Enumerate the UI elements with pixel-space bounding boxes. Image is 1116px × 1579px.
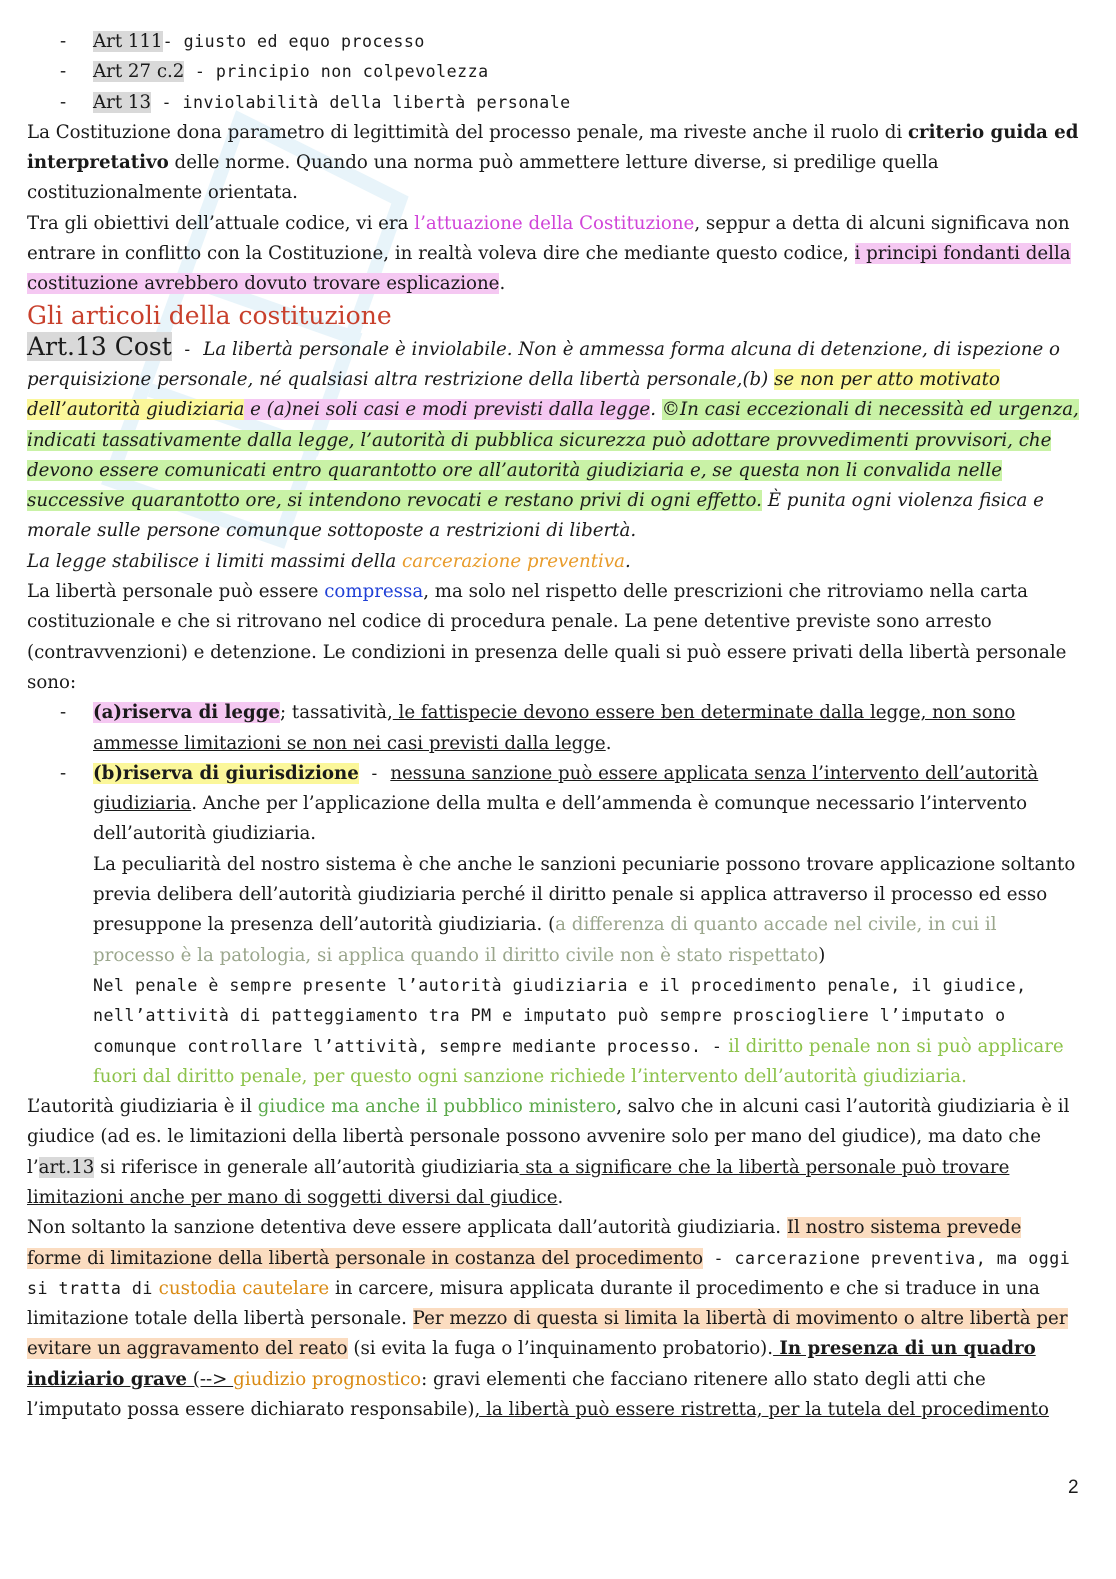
section-title: Gli articoli della costituzione: [27, 300, 392, 330]
peculiarity-paragraph: La peculiarità del nostro sistema è che anche le sanzioni pecuniarie possono trovare applicazione soltanto previa delibera dell’autorità giudiziaria perché il diritto penale si applica attraverso il processo ed esso presuppone la presenza dell’autorità giudiziaria. (a differenza di quanto accade nel civile, in cui il processo è la patologia, si applica quando il diritto civile non è stato rispettato): [93, 853, 1076, 966]
art13-quote-end: La legge stabilisce i limiti massimi della carcerazione preventiva.: [27, 550, 631, 572]
articles-list: [27, 27, 1079, 118]
page-number: 2: [1068, 1477, 1079, 1498]
paragraph-liberta: La libertà personale può essere compressa, ma solo nel rispetto delle prescrizioni che ritroviamo nella carta costituzionale e che si ritrovano nel codice di procedura penale. La pene detentive previste sono arresto (contravvenzioni) e detenzione. Le condizioni in presenza delle quali si può essere privati della libertà personale sono:: [27, 581, 1067, 693]
paragraph-custodia: Non soltanto la sanzione detentiva deve essere applicata dall’autorità giudiziaria. Il nostro sistema prevede forme di limitazione della libertà personale in costanza del procedimento - carcerazione preventiva, ma oggi si tratta di custodia cautelare in carcere, misura applicata durante il procedimento e che si traduce in una limitazione totale della libertà personale. Per mezzo di questa si limita la libertà di movimento o altre libertà per evitare un aggravamento del reato (si evita la fuga o l’inquinamento probatorio). In presenza di un quadro indiziario grave (--> giudizio prognostico: gravi elementi che facciano ritenere allo stato degli atti che l’imputato possa essere dichiarato responsabile), la libertà può essere ristretta, per la tutela del procedimento: [27, 1217, 1071, 1421]
list-item: - Art 111- giusto ed equo processo: [27, 27, 1079, 57]
list-item-riserva-legge: - (a)riserva di legge; tassatività, le fattispecie devono essere ben determinate dalla legge, non sono ammesse limitazioni se non nei casi previsti dalla legge.: [27, 698, 1079, 759]
document-body: [27, 27, 1079, 1425]
paragraph-costituzione: La Costituzione dona parametro di legittimità del processo penale, ma riveste anche il ruolo di criterio guida ed interpretativo delle norme. Quando una norma può ammettere letture diverse, si predilige quella costituzionalmente orientata.: [27, 121, 1079, 204]
list-item-riserva-giurisdizione: - (b)riserva di giurisdizione - nessuna sanzione può essere applicata senza l’intervento dell’autorità giudiziaria. Anche per l’applicazione della multa e dell’ammenda è comunque necessario l’intervento dell’autorità giudiziaria. La peculiarità del nostro sistema è che anche le sanzioni pecuniarie possono trovare applicazione soltanto previa delibera dell’autorità giudiziaria perché il diritto penale si applica attraverso il processo ed esso presuppone la presenza dell’autorità giudiziaria. (a differenza di quanto accade nel civile, in cui il processo è la patologia, si applica quando il diritto civile non è stato rispettato) Nel penale è sempre presente l’autorità giudiziaria e il procedimento penale, il giudice, nell’attività di patteggiamento tra PM e imputato può sempre prosciogliere l’imputato o comunque controllare l’attività, sempre mediante processo. - il diritto penale non si può applicare fuori dal diritto penale, per questo ogni sanzione richiede l’intervento dell’autorità giudiziaria.: [27, 759, 1079, 1092]
art13-quote: Art.13 Cost - La libertà personale è inviolabile. Non è ammessa forma alcuna di detenzione, di ispezione o perquisizione personale, né qualsiasi altra restrizione della libertà personale,(b) se non per atto motivato dell’autorità giudiziaria e (a)nei soli casi e modi previsti dalla legge. ©In casi eccezionali di necessità ed urgenza, indicati tassativamente dalla legge, l’autorità di pubblica sicurezza può adottare provvedimenti provvisori, che devono essere comunicati entro quarantotto ore all’autorità giudiziaria e, se questa non li convalida nelle successive quarantotto ore, si intendono revocati e restano privi di ogni effetto. È punita ogni violenza fisica e morale sulle persone comunque sottoposte a restrizioni di libertà.: [27, 331, 1079, 542]
art13-label: Art.13 Cost: [27, 331, 172, 361]
list-item: - Art 27 c.2 - principio non colpevolezza: [27, 57, 1079, 87]
paragraph-autorita: L’autorità giudiziaria è il giudice ma anche il pubblico ministero, salvo che in alcuni casi l’autorità giudiziaria è il giudice (ad es. le limitazioni della libertà personale possono avvenire solo per mano del giudice), ma dato che l’art.13 si riferisce in generale all’autorità giudiziaria sta a significare che la libertà personale può trovare limitazioni anche per mano di soggetti diversi dal giudice.: [27, 1096, 1070, 1208]
conditions-list: [27, 698, 1079, 1092]
paragraph-obiettivi: Tra gli obiettivi dell’attuale codice, vi era l’attuazione della Costituzione, seppur a detta di alcuni significava non entrare in conflitto con la Costituzione, in realtà voleva dire che mediante questo codice, i principi fondanti della costituzione avrebbero dovuto trovare esplicazione.: [27, 212, 1071, 295]
penale-note: Nel penale è sempre presente l’autorità giudiziaria e il procedimento penale, il giudice, nell’attività di patteggiamento tra PM e imputato può sempre prosciogliere l’imputato o comunque controllare l’attività, sempre mediante processo. - il diritto penale non si può applicare fuori dal diritto penale, per questo ogni sanzione richiede l’intervento dell’autorità giudiziaria.: [93, 975, 1064, 1087]
list-item: - Art 13 - inviolabilità della libertà personale: [27, 88, 1079, 118]
